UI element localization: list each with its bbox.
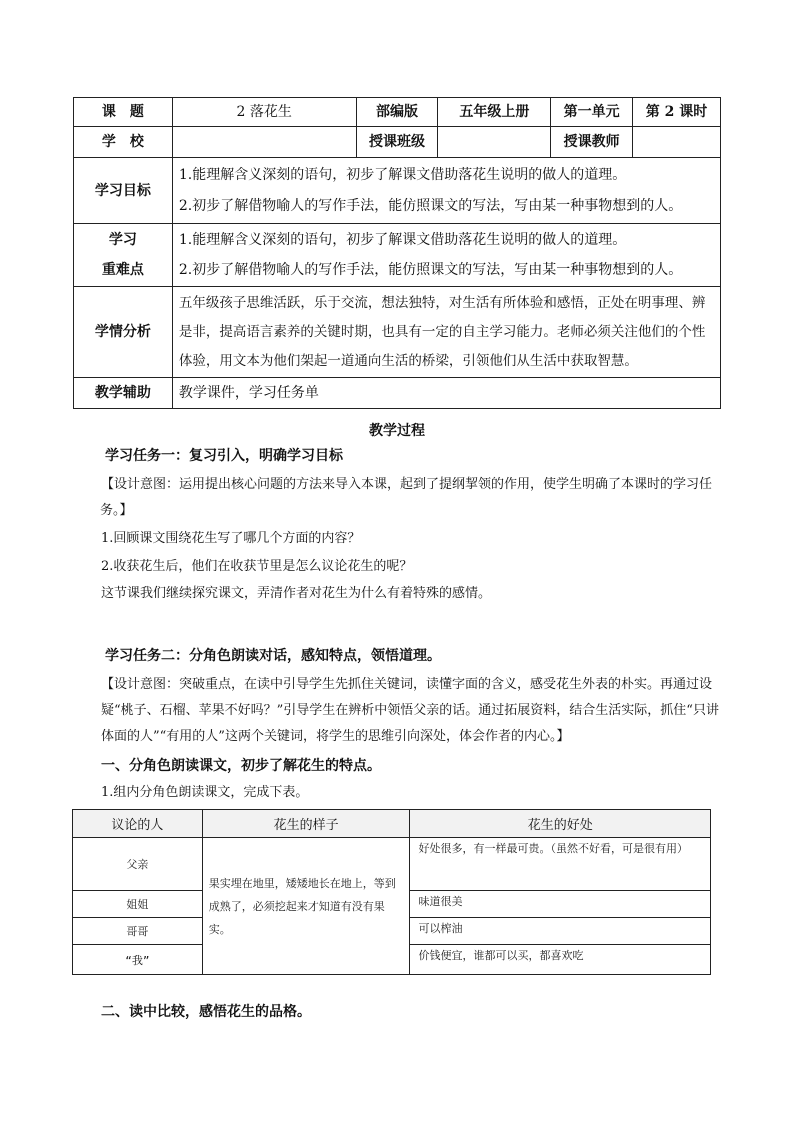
task1-intent: 【设计意图：运用提出核心问题的方法来导入本课，起到了提纲挈领的作用，使学生明确了本课时的学习任务。】 [100, 477, 713, 518]
header-person: 议论的人 [73, 810, 203, 838]
lesson-name: 2 落花生 [172, 98, 356, 127]
task2-step1-instruction: 1.组内分角色朗读课文，完成下表。 [101, 785, 309, 800]
info-row-goals [74, 158, 721, 224]
info-row-key-points [74, 224, 721, 287]
info-row-aids [74, 378, 721, 409]
goal-item: 1.能理解含义深刻的语句，初步了解课文借助落花生说明的做人的道理。 [178, 166, 627, 183]
header-appearance: 花生的样子 [202, 810, 410, 838]
key-points-label-line: 学习 [108, 232, 137, 248]
analysis-text: 五年级孩子思维活跃，乐于交流，想法独特，对生活有所体验和感悟，正处在明事理、辨是非，提高语言素养的关键时期，也具有一定的自主学习能力。老师必须关注他们的个性体验，用文本为他们架起一道通向生活的桥梁，引领他们从生活中获取智慧。 [172, 287, 720, 378]
benefit-cell: 可以榨油 [410, 918, 711, 945]
unit: 第一单元 [551, 98, 633, 127]
benefit-cell: 味道很美 [410, 891, 711, 918]
task2-title: 学习任务二：分角色朗读对话，感知特点，领悟道理。 [105, 648, 441, 664]
period: 第 2 课时 [633, 98, 721, 127]
person-cell: 哥哥 [73, 918, 203, 945]
benefit-cell: 好处很多，有一样最可贵。（虽然不好看，可是很有用） [410, 838, 711, 891]
header-benefit: 花生的好处 [410, 810, 711, 838]
goals-content [172, 158, 720, 224]
task2-step1-title: 一、分角色朗读课文，初步了解花生的特点。 [101, 758, 381, 774]
key-point-item: 1.能理解含义深刻的语句，初步了解课文借助落花生说明的做人的道理。 [178, 232, 627, 248]
appearance-cell: 果实埋在地里，矮矮地长在地上，等到成熟了，必须挖起来才知道有没有果实。 [202, 838, 410, 975]
teacher-label: 授课教师 [551, 127, 633, 158]
task1-question-1: 1.回顾课文围绕花生写了哪几个方面的内容？ [101, 531, 361, 546]
aids-text: 教学课件，学习任务单 [172, 378, 720, 409]
lesson-label: 课 题 [74, 98, 173, 127]
task1-question-2: 2.收获花生后，他们在收获节里是怎么议论花生的呢？ [101, 559, 413, 574]
class-label: 授课班级 [356, 127, 438, 158]
class-value [438, 127, 551, 158]
key-point-item: 2.初步了解借物喻人的写作手法，能仿照课文的写法，写由某一种事物想到的人。 [178, 262, 683, 278]
person-cell: “我” [73, 945, 203, 975]
aids-label: 教学辅助 [74, 378, 173, 409]
edition: 部编版 [356, 98, 438, 127]
goal-item: 2.初步了解借物喻人的写作手法，能仿照课文的写法，写由某一种事物想到的人。 [178, 197, 683, 214]
comparison-row [73, 838, 711, 891]
goals-label: 学习目标 [74, 158, 173, 224]
process-title: 教学过程 [369, 423, 425, 439]
lesson-info-table [73, 97, 721, 409]
key-points-label-line: 重难点 [101, 262, 144, 278]
info-row-title [74, 98, 721, 127]
task1-title: 学习任务一：复习引入，明确学习目标 [105, 448, 343, 464]
person-cell: 姐姐 [73, 891, 203, 918]
task2-step2-title: 二、读中比较，感悟花生的品格。 [101, 1004, 311, 1020]
teacher-value [633, 127, 721, 158]
school-value [172, 127, 356, 158]
person-cell: 父亲 [73, 838, 203, 891]
comparison-table [72, 809, 711, 975]
info-row-school [74, 127, 721, 158]
task1-closing: 这节课我们继续探究课文，弄清作者对花生为什么有着特殊的感情。 [101, 586, 492, 601]
comparison-header-row [73, 810, 711, 838]
school-label: 学 校 [74, 127, 173, 158]
analysis-label: 学情分析 [74, 287, 173, 378]
info-row-analysis [74, 287, 721, 378]
benefit-cell: 价钱便宜，谁都可以买，都喜欢吃 [410, 945, 711, 975]
grade: 五年级上册 [438, 98, 551, 127]
key-points-content [172, 224, 720, 287]
task2-intent: 【设计意图：突破重点，在读中引导学生先抓住关键词，读懂字面的含义，感受花生外表的朴实。再通过设疑“桃子、石榴、苹果不好吗？”引导学生在辨析中领悟父亲的话。通过拓展资料，结合生活实际，抓住“只讲体面的人”“有用的人”这两个关键词，将学生的思维引向深处，体会作者的内心。】 [101, 677, 719, 744]
key-points-label [74, 224, 173, 287]
